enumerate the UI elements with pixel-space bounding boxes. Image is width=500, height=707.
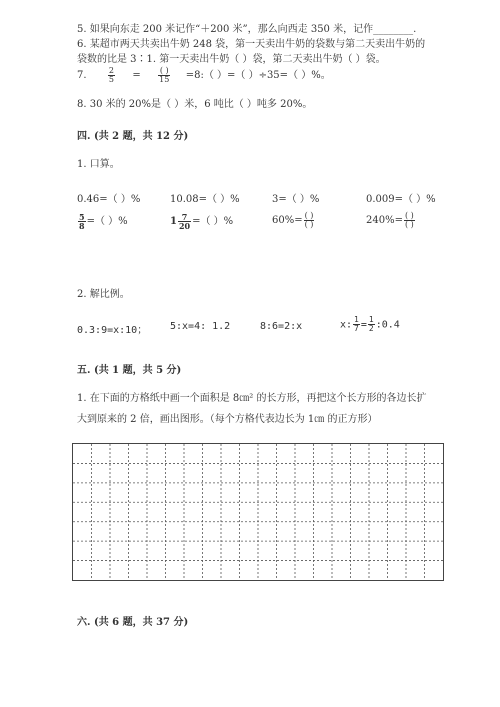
- calc-a4: 0.009=（ ）%: [366, 194, 436, 205]
- ratio-1: 0.3:9=x:10；: [77, 325, 148, 336]
- question-7: 7. $\frac{2}{5}$ = $\frac{( )}{15}$ =8:（ ）=（ ）÷35=（ ）%。: [77, 66, 331, 84]
- section-5-line1: 1. 在下面的方格纸中画一个面积是 8㎝² 的长方形，再把这个长方形的各边长扩: [77, 393, 427, 404]
- section-4-question-2: 2. 解比例。: [77, 289, 130, 300]
- ratio-4: x: $\frac{1}{7}$ = $\frac{1}{2}$ :0.4: [340, 315, 400, 333]
- ratio-3: 8:6=2:x: [260, 321, 303, 332]
- square-grid[interactable]: [72, 443, 444, 581]
- question-7-number: 7.: [77, 70, 87, 81]
- calc-b3: 60%= $\frac{( )}{( )}$: [272, 211, 314, 229]
- section-5-line2: 大到原来的 2 倍，画出图形。（每个方格代表边长为 1㎝ 的正方形）: [77, 414, 378, 425]
- question-6-line2: 袋数的比是 3∶1. 第一天卖出牛奶（ ）袋，第二天卖出牛奶（ ）袋。: [77, 54, 386, 65]
- grid-lines: [73, 444, 443, 580]
- section-4-question-1: 1. 口算。: [77, 159, 120, 170]
- question-8: 8. 30 米的 20%是（ ）米，6 吨比（ ）吨多 20%。: [77, 99, 313, 110]
- calc-b4: 240%= $\frac{( )}{( )}$: [366, 211, 414, 229]
- calc-b1: $\frac{5}{8}$ =（ ）%: [79, 212, 128, 231]
- question-7-rest: =8:（ ）=（ ）÷35=（ ）%。: [185, 70, 331, 81]
- section-6-heading: 六. (共 6 题，共 37 分): [77, 617, 189, 628]
- calc-a3: 3=（ ）%: [272, 194, 320, 205]
- section-4-heading: 四. (共 2 题，共 12 分): [77, 131, 189, 142]
- section-5-heading: 五. (共 1 题，共 5 分): [77, 365, 182, 376]
- calc-a1: 0.46=（ ）%: [77, 194, 141, 205]
- calc-a2: 10.08=（ ）%: [170, 194, 240, 205]
- question-5: 5. 如果向东走 200 米记作“＋200 米”，那么向西走 350 米，记作________.: [77, 24, 417, 35]
- question-7-fraction-1: $\frac{2}{5}$: [108, 66, 115, 84]
- question-7-fraction-2: $\frac{( )}{15}$: [159, 66, 170, 84]
- calc-b2: 1 $\frac{7}{20}$ =（ ）%: [170, 212, 234, 231]
- ratio-2: 5:x=4: 1.2: [170, 321, 231, 332]
- question-6-line1: 6. 某超市两天共卖出牛奶 248 袋，第一天卖出牛奶的袋数与第二天卖出牛奶的: [77, 39, 426, 50]
